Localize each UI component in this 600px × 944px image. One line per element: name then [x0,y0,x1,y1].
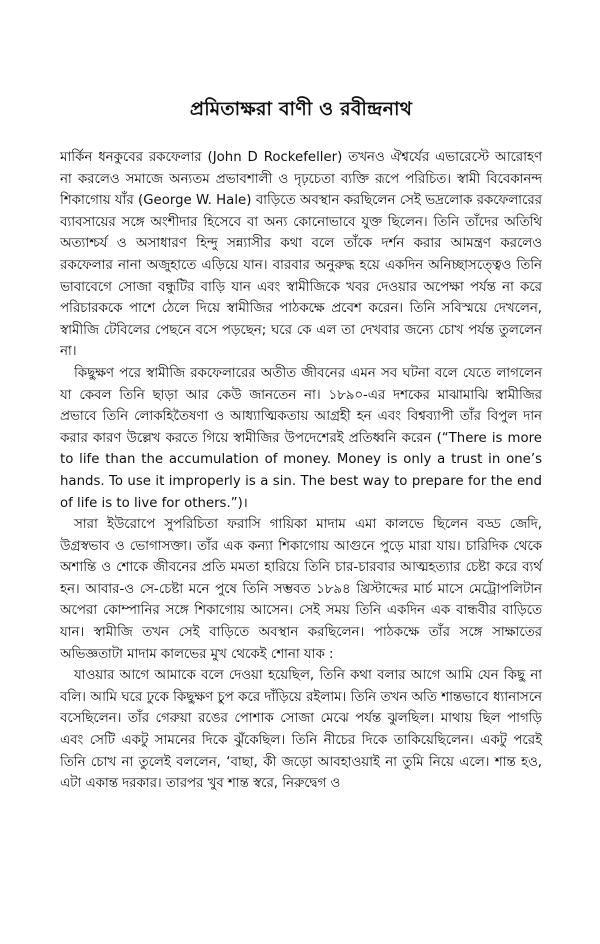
paragraph-rockefeller-intro: মার্কিন ধনকুবের রকফেলার (John D Rockefeller) তখনও ঐশ্বর্যের এভারেস্টে আরোহণ না করলেও সমাজে অন্যতম প্রভাবশালী ও দৃঢ়চেতা ব্যক্তি রূপে পরিচিত। স্বামী বিবেকানন্দ শিকাগোয় যাঁর (George W. Hale) বাড়িতে অবস্থান করছিলেন সেই ভদ্রলোক রকফেলারের ব্যাবসায়ের সঙ্গে অংশীদার হিসেবে বা অন্য কোনোভাবে যুক্ত ছিলেন। তিনি তাঁদের অতিথি অত্যাশ্চর্য ও অসাধারণ হিন্দু সন্ন্যাসীর কথা বলে তাঁকে দর্শন করার আমন্ত্রণ করলেও রকফেলার নানা অজুহাতে এড়িয়ে যান। বারবার অনুরুদ্ধ হয়ে একদিন অনিচ্ছাসত্ত্বেও তিনি ভাবাবেগে সোজা বন্ধুটির বাড়ি যান এবং স্বামীজিকে খবর দেওয়ার অপেক্ষা পর্যন্ত না করে পরিচারককে পাশে ঠেলে দিয়ে স্বামীজির পাঠকক্ষে প্রবেশ করেন। তিনি সবিস্ময়ে দেখলেন, স্বামীজি টেবিলের পেছনে বসে পড়ছেন; ঘরে কে এল তা দেখবার জন্যে চোখ পর্যন্ত তুললেন না। [60,150,542,360]
paragraph-calve-intro: সারা ইউরোপে সুপরিচিতা ফরাসি গায়িকা মাদাম এমা কালভে ছিলেন বড্ড জেদি, উগ্রস্বভাব ও ভোগাসক্তা। তাঁর এক কন্যা শিকাগোয় আগুনে পুড়ে মারা যায়। চারিদিক থেকে অশান্তি ও শোকে জীবনের প্রতি মমতা হারিয়ে তিনি চার-চারবার আত্মহত্যার চেষ্টা করে ব্যর্থ হন। আবার-ও সে-চেষ্টা মনে পুষে তিনি সম্ভবত ১৮৯৪ খ্রিস্টাব্দের মার্চ মাসে মেট্রোপলিটান অপেরা কোম্পানির সঙ্গে শিকাগোয় আসেন। সেই সময় তিনি একদিন এক বান্ধবীর বাড়িতে যান। স্বামীজি তখন সেই বাড়িতে অবস্থান করছিলেন। পাঠকক্ষে তাঁর সঙ্গে সাক্ষাতের অভিজ্ঞতাটা মাদাম কালভের মুখ থেকেই শোনা যাক : [60,517,542,662]
book-page [60,95,542,795]
chapter-title: প্রমিতাক্ষরা বাণী ও রবীন্দ্রনাথ [189,98,413,120]
paragraph-calve-account: যাওয়ার আগে আমাকে বলে দেওয়া হয়েছিল, তিনি কথা বলার আগে আমি যেন কিছু না বলি। আমি ঘরে ঢুকে কিছুক্ষণ চুপ করে দাঁড়িয়ে রইলাম। তিনি তখন অতি শান্তভাবে ধ্যানাসনে বসেছিলেন। তাঁর গেরুয়া রঙের পোশাক সোজা মেঝে পর্যন্ত ঝুলছিল। মাথায় ছিল পাগড়ি এবং সেটি একটু সামনের দিকে ঝুঁকেছিল। তিনি নীচের দিকে তাকিয়েছিলেন। একটু পরেই তিনি চোখ না তুলেই বললেন, ‘বাছা, কী জড়ো আবহাওয়াই না তুমি নিয়ে এলে। শান্ত হও, এটা একান্ত দরকার। তারপর খুব শান্ত স্বরে, নিরুদ্বেগ ও [60,668,542,792]
paragraph-rockefeller-quote: কিছুক্ষণ পরে স্বামীজি রকফেলারের অতীত জীবনের এমন সব ঘটনা বলে যেতে লাগলেন যা কেবল তিনি ছাড়া আর কেউ জানতেন না। ১৮৯০-এর দশকের মাঝামাঝি স্বামীজির প্রভাবে তিনি লোকহিতৈষণা ও আধ্যাত্মিকতায় আগ্রহী হন এবং বিশ্বব্যাপী তাঁর বিপুল দান করার কারণ উল্লেখ করতে গিয়ে স্বামীজির উপদেশেরই প্রতিধ্বনি করেন (“There is more to life than the accumulation of money. Money is only a trust in one’s hands. To use it improperly is a sin. The best way to prepare for the end of life is to live for others.”)। [60,365,542,511]
